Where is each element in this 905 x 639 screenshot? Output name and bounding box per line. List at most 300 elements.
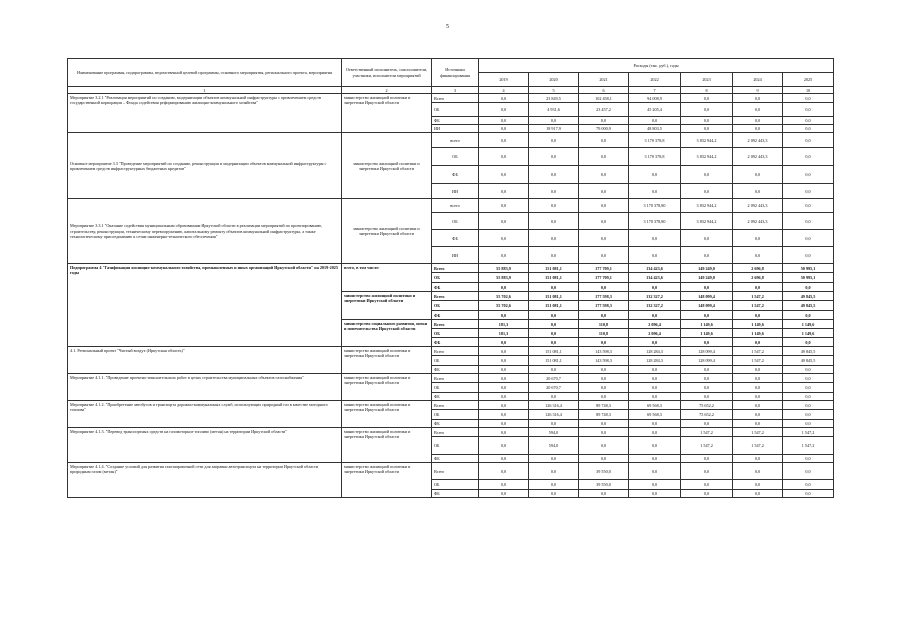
value-cell: 143 598,3 [579, 356, 629, 366]
table-row [68, 428, 834, 437]
value-cell: 0,0 [579, 455, 629, 463]
value-cell: 1 547,2 [733, 292, 783, 301]
program-name-cell: Мероприятие 4.1.3. "Перевод транспортных средств на газомоторное топливо (метан) на территории Иркутской области" [68, 428, 342, 463]
value-cell: 0,0 [579, 117, 629, 125]
value-cell: 0,0 [479, 356, 529, 366]
value-cell: 0,0 [681, 463, 733, 480]
value-cell: 0,0 [783, 133, 834, 148]
header-expenses: Расходы (тыс. руб.), годы [479, 59, 834, 73]
value-cell: 3 832 944,2 [681, 213, 733, 230]
responsible-cell: министерство жилищной политики и энергетики Иркутской области [342, 133, 432, 199]
value-cell: 0,0 [681, 311, 733, 320]
value-cell: 149 249,0 [681, 273, 733, 283]
value-cell: 134 423,6 [629, 273, 681, 283]
value-cell: 0,0 [783, 463, 834, 480]
value-cell: 0,0 [529, 199, 579, 213]
value-cell: 0,0 [579, 393, 629, 401]
value-cell: 128 284,3 [629, 356, 681, 366]
responsible-cell: министерство жилищной политики и энергетики Иркутской области [342, 94, 432, 133]
table-row [68, 199, 834, 213]
value-cell: 3 832 944,2 [681, 148, 733, 166]
value-cell: 3 170 378,8 [629, 148, 681, 166]
value-cell: 0,0 [733, 166, 783, 184]
responsible-cell: министерство жилищной политики и энергетики Иркутской области [342, 463, 432, 498]
value-cell: 1 149,6 [681, 320, 733, 329]
value-cell: 594,0 [529, 437, 579, 455]
value-cell: 0,0 [733, 338, 783, 347]
program-name-cell: Мероприятие 4.1.2. "Приобретение автобусов и транспорта дорожно-коммунальных служб, использующих природный газ в качестве моторного топлива" [68, 401, 342, 428]
value-cell: 0,0 [479, 184, 529, 199]
value-cell: 0,0 [629, 311, 681, 320]
value-cell: 23 457,2 [579, 103, 629, 117]
value-cell: 0,0 [783, 490, 834, 498]
value-cell: 0,0 [579, 133, 629, 148]
value-cell: 0,0 [579, 338, 629, 347]
value-cell: 0,0 [479, 455, 529, 463]
value-cell: 55 702,6 [479, 301, 529, 311]
value-cell: 0,0 [733, 230, 783, 247]
value-cell: 181,3 [479, 320, 529, 329]
value-cell: 39 550,0 [579, 480, 629, 490]
source-cell: ОБ [432, 410, 479, 420]
value-cell: 0,0 [733, 410, 783, 420]
value-cell: 1 547,2 [733, 301, 783, 311]
value-cell: 0,0 [479, 437, 529, 455]
col-number: 3 [432, 87, 479, 94]
value-cell: 1 547,2 [783, 437, 834, 455]
value-cell: 1 547,2 [733, 428, 783, 437]
source-cell: Всего [432, 94, 479, 103]
value-cell: 0,0 [529, 320, 579, 329]
responsible-cell: министерство жилищной политики и энергетики Иркутской области [342, 428, 432, 463]
value-cell: 0,0 [783, 455, 834, 463]
value-cell: 0,0 [629, 117, 681, 125]
value-cell: 0,0 [529, 338, 579, 347]
source-cell: ФБ [432, 420, 479, 428]
value-cell: 0,0 [529, 117, 579, 125]
responsible-cell: министерство жилищной политики и энергетики Иркутской области [342, 401, 432, 428]
value-cell: 0,0 [579, 366, 629, 374]
year-header: 2021 [579, 73, 629, 87]
value-cell: 0,0 [629, 374, 681, 383]
value-cell: 0,0 [629, 463, 681, 480]
source-cell: Всего [432, 264, 479, 273]
value-cell: 0,0 [579, 199, 629, 213]
value-cell: 0,0 [733, 117, 783, 125]
value-cell: 132 327,2 [629, 292, 681, 301]
value-cell: 2 696,8 [733, 264, 783, 273]
value-cell: 0,0 [783, 480, 834, 490]
value-cell: 177 598,3 [579, 292, 629, 301]
value-cell: 2 096,4 [629, 329, 681, 338]
source-cell: Всего [432, 320, 479, 329]
value-cell: 1 547,2 [783, 428, 834, 437]
value-cell: 0,0 [579, 247, 629, 264]
value-cell: 0,0 [629, 283, 681, 292]
value-cell: 2 092 443,3 [733, 199, 783, 213]
value-cell: 0,0 [783, 283, 834, 292]
value-cell: 0,0 [479, 247, 529, 264]
year-header: 2020 [529, 73, 579, 87]
value-cell: 1 547,2 [733, 356, 783, 366]
value-cell: 1 547,2 [681, 437, 733, 455]
source-cell: Всего [432, 463, 479, 480]
value-cell: 0,0 [479, 103, 529, 117]
value-cell: 0,0 [783, 311, 834, 320]
value-cell: 0,0 [783, 410, 834, 420]
table-row [68, 264, 834, 273]
value-cell: 94 008,9 [629, 94, 681, 103]
value-cell: 3 170 378,80 [629, 213, 681, 230]
value-cell: 0,0 [479, 420, 529, 428]
value-cell: 0,0 [529, 366, 579, 374]
value-cell: 0,0 [629, 184, 681, 199]
value-cell: 151 081,1 [529, 264, 579, 273]
value-cell: 0,0 [479, 230, 529, 247]
value-cell: 0,0 [733, 283, 783, 292]
value-cell: 0,0 [783, 366, 834, 374]
responsible-cell: министерство жилищной политики и энергетики Иркутской области [342, 292, 432, 320]
value-cell: 0,0 [783, 125, 834, 133]
value-cell: 110,8 [579, 329, 629, 338]
source-cell: ФБ [432, 311, 479, 320]
value-cell: 0,0 [783, 230, 834, 247]
source-cell: ИИ [432, 247, 479, 264]
value-cell: 79 000,9 [579, 125, 629, 133]
value-cell: 0,0 [783, 117, 834, 125]
value-cell: 0,0 [529, 463, 579, 480]
col-number: 6 [579, 87, 629, 94]
source-cell: ИИ [432, 125, 479, 133]
value-cell: 0,0 [479, 463, 529, 480]
value-cell: 2 092 443,3 [733, 133, 783, 148]
value-cell: 0,0 [783, 213, 834, 230]
year-header: 2025 [783, 73, 834, 87]
col-number: 10 [783, 87, 834, 94]
source-cell: ФБ [432, 338, 479, 347]
value-cell: 0,0 [579, 184, 629, 199]
table-row [68, 374, 834, 383]
source-cell: ФБ [432, 166, 479, 184]
program-name-cell: Мероприятие 3.2.1 "Реализация мероприятий по созданию, модернизации объектов коммунальной инфраструктуры с привлечением средств государственной корпорации – Фонда содействия реформированию жилищно-коммунального хозяйства" [68, 94, 342, 133]
source-cell: ОБ [432, 329, 479, 338]
source-cell: ОБ [432, 213, 479, 230]
value-cell: 0,0 [733, 247, 783, 264]
value-cell: 69 568,3 [629, 410, 681, 420]
value-cell: 0,0 [783, 247, 834, 264]
source-cell: ФБ [432, 393, 479, 401]
source-cell: ОБ [432, 437, 479, 455]
value-cell: 0,0 [681, 480, 733, 490]
value-cell: 75 652,2 [681, 410, 733, 420]
value-cell: 128 284,3 [629, 347, 681, 356]
source-cell: ОБ [432, 103, 479, 117]
year-header: 2023 [681, 73, 733, 87]
value-cell: 0,0 [479, 148, 529, 166]
value-cell: 0,0 [479, 410, 529, 420]
value-cell: 0,0 [629, 437, 681, 455]
source-cell: Всего [432, 292, 479, 301]
year-header: 2022 [629, 73, 681, 87]
value-cell: 0,0 [529, 230, 579, 247]
value-cell: 0,0 [579, 148, 629, 166]
value-cell: 0,0 [579, 374, 629, 383]
value-cell: 1 149,6 [733, 329, 783, 338]
value-cell: 50 995,1 [783, 273, 834, 283]
expenditure-table [67, 58, 834, 498]
value-cell: 0,0 [783, 393, 834, 401]
value-cell: 0,0 [529, 393, 579, 401]
value-cell: 0,0 [529, 480, 579, 490]
value-cell: 0,0 [681, 383, 733, 393]
value-cell: 23 849,5 [529, 94, 579, 103]
value-cell: 55 883,9 [479, 273, 529, 283]
value-cell: 0,0 [783, 338, 834, 347]
value-cell: 3 170 378,8 [629, 133, 681, 148]
value-cell: 0,0 [529, 133, 579, 148]
value-cell: 0,0 [579, 283, 629, 292]
value-cell: 0,0 [529, 455, 579, 463]
value-cell: 0,0 [479, 401, 529, 410]
header-responsible: Ответственный исполнитель, соисполнители, участники, исполнители мероприятий [342, 59, 432, 87]
value-cell: 148 099,4 [681, 292, 733, 301]
value-cell: 1 547,2 [733, 437, 783, 455]
value-cell: 0,0 [629, 480, 681, 490]
source-cell: ФБ [432, 490, 479, 498]
value-cell: 0,0 [681, 117, 733, 125]
program-name-cell: Мероприятие 4.1.4. "Создание условий для развития газозаправочной сети для заправки автотранспорта на территории Иркутской области природным газом (метан)" [68, 463, 342, 498]
value-cell: 126 316,4 [529, 401, 579, 410]
program-name-cell: Мероприятие 3.3.1 "Оказание содействия муниципальным образованиям Иркутской области в реализации мероприятий по проектированию, строительству, реконструкции, техническому перевооружению, капитальному ремонту объектов коммунальной инфраструктуры, а также технологическому присоединению к сетям инженерно-технического обеспечения" [68, 199, 342, 264]
source-cell: Всего [432, 374, 479, 383]
value-cell: 0,0 [681, 338, 733, 347]
value-cell: 0,0 [681, 490, 733, 498]
value-cell: 0,0 [629, 455, 681, 463]
value-cell: 0,0 [629, 490, 681, 498]
value-cell: 0,0 [479, 383, 529, 393]
program-name-cell: Основное мероприятие 3.3 "Проведение мероприятий по созданию, реконструкции и модернизации объектов коммунальной инфраструктуры с привлечением средств инфраструктурных бюджетных кредитов" [68, 133, 342, 199]
header-source: Источники финансирования [432, 59, 479, 87]
table-row [68, 133, 834, 148]
value-cell: 0,0 [733, 125, 783, 133]
value-cell: 126 316,4 [529, 410, 579, 420]
value-cell: 0,0 [579, 383, 629, 393]
value-cell: 134 423,6 [629, 264, 681, 273]
value-cell: 177 709,1 [579, 273, 629, 283]
value-cell: 0,0 [579, 213, 629, 230]
value-cell: 0,0 [733, 374, 783, 383]
value-cell: 0,0 [479, 374, 529, 383]
col-number: 1 [68, 87, 342, 94]
value-cell: 128 099,4 [681, 347, 733, 356]
col-number: 7 [629, 87, 681, 94]
table-row [68, 94, 834, 103]
source-cell: Всего [432, 401, 479, 410]
value-cell: 0,0 [579, 428, 629, 437]
value-cell: 45 205,4 [629, 103, 681, 117]
responsible-cell: министерство жилищной политики и энергетики Иркутской области [342, 347, 432, 374]
value-cell: 0,0 [681, 184, 733, 199]
value-cell: 594,0 [529, 428, 579, 437]
value-cell: 0,0 [783, 166, 834, 184]
source-cell: всего [432, 133, 479, 148]
source-cell: Всего [432, 428, 479, 437]
source-cell: ФБ [432, 117, 479, 125]
value-cell: 0,0 [783, 103, 834, 117]
value-cell: 1 547,2 [681, 428, 733, 437]
value-cell: 0,0 [681, 420, 733, 428]
source-cell: ФБ [432, 366, 479, 374]
value-cell: 0,0 [733, 401, 783, 410]
value-cell: 49 845,5 [783, 347, 834, 356]
value-cell: 4 931,6 [529, 103, 579, 117]
source-cell: ОБ [432, 383, 479, 393]
value-cell: 132 327,2 [629, 301, 681, 311]
value-cell: 0,0 [733, 480, 783, 490]
value-cell: 0,0 [479, 338, 529, 347]
value-cell: 0,0 [529, 420, 579, 428]
value-cell: 0,0 [783, 148, 834, 166]
value-cell: 0,0 [733, 103, 783, 117]
value-cell: 89 748,3 [579, 401, 629, 410]
value-cell: 0,0 [783, 184, 834, 199]
value-cell: 0,0 [579, 311, 629, 320]
table-row [68, 347, 834, 356]
value-cell: 0,0 [579, 437, 629, 455]
value-cell: 0,0 [629, 338, 681, 347]
value-cell: 75 652,2 [681, 401, 733, 410]
value-cell: 110,8 [579, 320, 629, 329]
value-cell: 69 568,3 [629, 401, 681, 410]
value-cell: 0,0 [681, 374, 733, 383]
program-name-cell: Мероприятие 4.1.1. "Проведение проектно-изыскательских работ в целях строительства муниципальных объектов газоснабжения" [68, 374, 342, 401]
col-number: 2 [342, 87, 432, 94]
value-cell: 0,0 [479, 428, 529, 437]
value-cell: 2 096,4 [629, 320, 681, 329]
value-cell: 0,0 [479, 125, 529, 133]
value-cell: 1 149,6 [681, 329, 733, 338]
value-cell: 0,0 [529, 283, 579, 292]
value-cell: 0,0 [579, 166, 629, 184]
year-header: 2019 [479, 73, 529, 87]
value-cell: 151 081,1 [529, 356, 579, 366]
value-cell: 0,0 [479, 347, 529, 356]
value-cell: 0,0 [783, 401, 834, 410]
value-cell: 0,0 [733, 463, 783, 480]
source-cell: ИИ [432, 184, 479, 199]
value-cell: 0,0 [783, 94, 834, 103]
value-cell: 20 670,7 [529, 374, 579, 383]
value-cell: 0,0 [479, 366, 529, 374]
value-cell: 0,0 [579, 420, 629, 428]
value-cell: 0,0 [733, 184, 783, 199]
value-cell: 1 149,6 [783, 320, 834, 329]
value-cell: 0,0 [681, 230, 733, 247]
value-cell: 0,0 [681, 283, 733, 292]
value-cell: 0,0 [479, 283, 529, 292]
value-cell: 49 845,5 [783, 356, 834, 366]
value-cell: 55 883,9 [479, 264, 529, 273]
value-cell: 151 081,1 [529, 347, 579, 356]
value-cell: 18 917,9 [529, 125, 579, 133]
value-cell: 0,0 [681, 125, 733, 133]
value-cell: 0,0 [479, 480, 529, 490]
value-cell: 89 748,3 [579, 410, 629, 420]
value-cell: 49 845,5 [783, 301, 834, 311]
value-cell: 1 547,2 [733, 347, 783, 356]
value-cell: 0,0 [733, 94, 783, 103]
value-cell: 1 149,6 [733, 320, 783, 329]
value-cell: 0,0 [733, 393, 783, 401]
value-cell: 0,0 [529, 184, 579, 199]
value-cell: 0,0 [479, 490, 529, 498]
responsible-cell: министерство жилищной политики и энергетики Иркутской области [342, 199, 432, 264]
value-cell: 151 081,1 [529, 292, 579, 301]
value-cell: 0,0 [681, 166, 733, 184]
source-cell: ФБ [432, 230, 479, 247]
value-cell: 0,0 [529, 166, 579, 184]
page-number: 5 [446, 24, 449, 30]
value-cell: 0,0 [629, 166, 681, 184]
value-cell: 0,0 [629, 366, 681, 374]
value-cell: 0,0 [681, 455, 733, 463]
value-cell: 55 702,6 [479, 292, 529, 301]
source-cell: ОБ [432, 356, 479, 366]
responsible-cell: всего, в том числе: [342, 264, 432, 292]
value-cell: 0,0 [579, 490, 629, 498]
value-cell: 0,0 [733, 455, 783, 463]
source-cell: Всего [432, 347, 479, 356]
value-cell: 0,0 [681, 247, 733, 264]
col-number: 8 [681, 87, 733, 94]
source-cell: ОБ [432, 148, 479, 166]
value-cell: 102 458,1 [579, 94, 629, 103]
responsible-cell: министерство социального развития, опеки и попечительства Иркутской области [342, 320, 432, 347]
value-cell: 128 099,4 [681, 356, 733, 366]
value-cell: 0,0 [479, 311, 529, 320]
value-cell: 20 670,7 [529, 383, 579, 393]
value-cell: 3 170 378,80 [629, 199, 681, 213]
col-number: 9 [733, 87, 783, 94]
value-cell: 0,0 [629, 428, 681, 437]
value-cell: 0,0 [733, 490, 783, 498]
value-cell: 0,0 [783, 199, 834, 213]
value-cell: 0,0 [733, 420, 783, 428]
value-cell: 48 803,5 [629, 125, 681, 133]
value-cell: 50 995,1 [783, 264, 834, 273]
value-cell: 177 709,1 [579, 264, 629, 273]
source-cell: ФБ [432, 283, 479, 292]
value-cell: 0,0 [733, 311, 783, 320]
value-cell: 0,0 [529, 148, 579, 166]
value-cell: 2 092 443,3 [733, 148, 783, 166]
value-cell: 0,0 [529, 490, 579, 498]
header-name: Наименование программы, подпрограммы, ведомственной целевой программы, основного мероприятия, регионального проекта, мероприятия [68, 59, 342, 87]
source-cell: ОБ [432, 301, 479, 311]
value-cell: 0,0 [579, 230, 629, 247]
value-cell: 0,0 [733, 366, 783, 374]
value-cell: 181,3 [479, 329, 529, 338]
value-cell: 0,0 [629, 230, 681, 247]
value-cell: 148 099,4 [681, 301, 733, 311]
value-cell: 151 081,1 [529, 273, 579, 283]
value-cell: 0,0 [479, 133, 529, 148]
value-cell: 2 696,8 [733, 273, 783, 283]
value-cell: 0,0 [479, 213, 529, 230]
value-cell: 0,0 [733, 383, 783, 393]
value-cell: 0,0 [783, 383, 834, 393]
value-cell: 1 149,6 [783, 329, 834, 338]
